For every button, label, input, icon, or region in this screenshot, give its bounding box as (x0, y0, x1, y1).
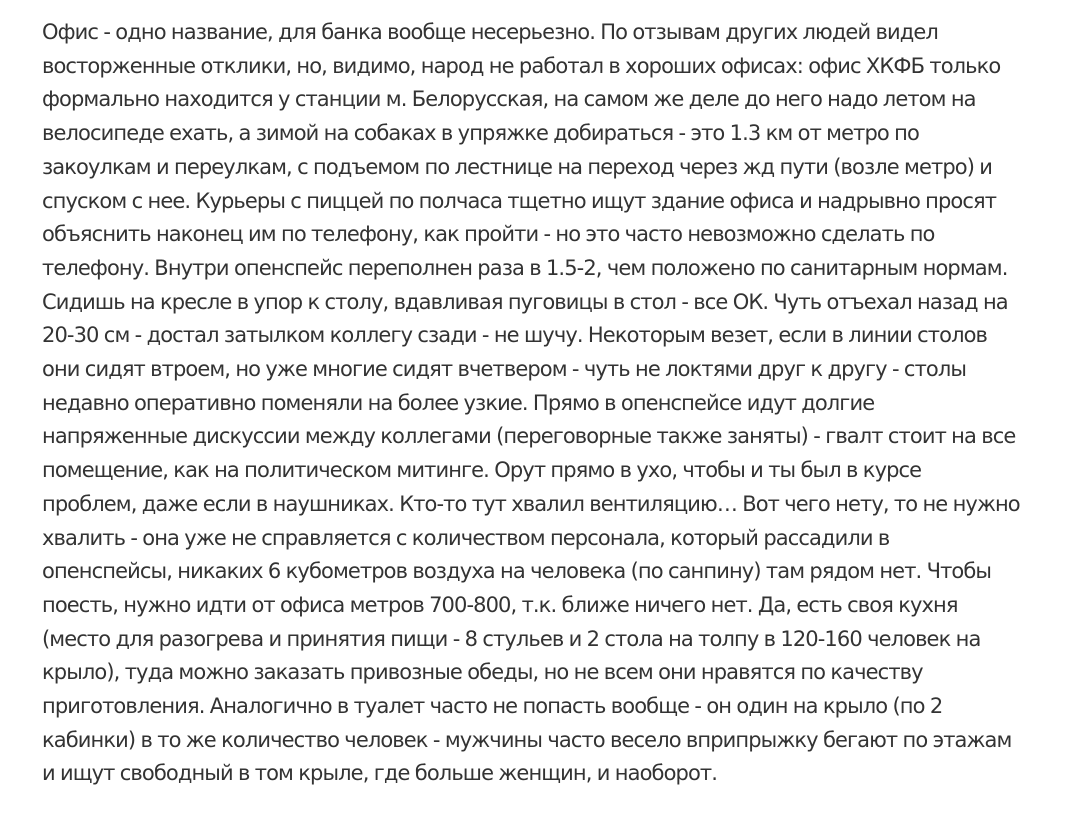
review-line: велосипеде ехать, а зимой на собаках в упряжке добираться - это 1.3 км от метро по (42, 121, 919, 146)
review-line: спуском с нее. Курьеры с пиццей по полчаса тщетно ищут здание офиса и надрывно просят (42, 188, 997, 213)
review-line: объяснить наконец им по телефону, как пройти - но это часто невозможно сделать по (42, 222, 935, 247)
review-line: поесть, нужно идти от офиса метров 700-800, т.к. ближе ничего нет. Да, есть своя кухня (42, 592, 958, 617)
review-line: Офис - одно название, для банка вообще несерьезно. По отзывам других людей видел (42, 20, 938, 44)
review-line: они сидят втроем, но уже многие сидят вчетвером - чуть не локтями друг к другу - столы (42, 357, 967, 382)
review-line: 20-30 см - достал затылком коллегу сзади - не шучу. Некоторым везет, если в линии столов (42, 323, 988, 348)
review-line: помещение, как на политическом митинге. Орут прямо в ухо, чтобы и ты был в курсе (42, 458, 922, 483)
review-line: приготовления. Аналогично в туалет часто не попасть вообще - он один на крыло (по 2 (42, 694, 943, 719)
review-line: и ищут свободный в том крыле, где больше женщин, и наоборот. (42, 761, 718, 786)
review-line: недавно оперативно поменяли на более узкие. Прямо в опенспейсе идут долгие (42, 390, 875, 415)
review-line: крыло), туда можно заказать привозные обеды, но не всем они нравятся по качеству (42, 660, 923, 685)
review-line: восторженные отклики, но, видимо, народ не работал в хороших офисах: офис ХКФБ только (42, 53, 1001, 78)
review-line: напряженные дискуссии между коллегами (переговорные также заняты) - гвалт стоит на все (42, 424, 1016, 449)
review-line: закоулкам и переулкам, с подъемом по лестнице на переход через жд пути (возле метро) и (42, 154, 993, 179)
review-line: формально находится у станции м. Белорусская, на самом же деле до него надо летом на (42, 87, 976, 112)
review-line: (место для разогрева и принятия пищи - 8 стульев и 2 стола на толпу в 120-160 человек на (42, 626, 981, 651)
review-line: Сидишь на кресле в упор к столу, вдавливая пуговицы в стол - все ОК. Чуть отъехал назад на (42, 289, 1008, 314)
review-line: телефону. Внутри опенспейс переполнен раза в 1.5-2, чем положено по санитарным нормам. (42, 255, 1008, 280)
review-line: проблем, даже если в наушниках. Кто-то тут хвалил вентиляцию… Вот чего нету, то не нужно (42, 491, 1020, 516)
review-line: кабинки) в то же количество человек - мужчины часто весело вприпрыжку бегают по этажам (42, 727, 1012, 752)
review-line: хвалить - она уже не справляется с количеством персонала, который рассадили в (42, 525, 890, 550)
review-line: опенспейсы, никаких 6 кубометров воздуха на человека (по санпину) там рядом нет. Чтобы (42, 559, 992, 584)
review-text (42, 16, 1047, 791)
